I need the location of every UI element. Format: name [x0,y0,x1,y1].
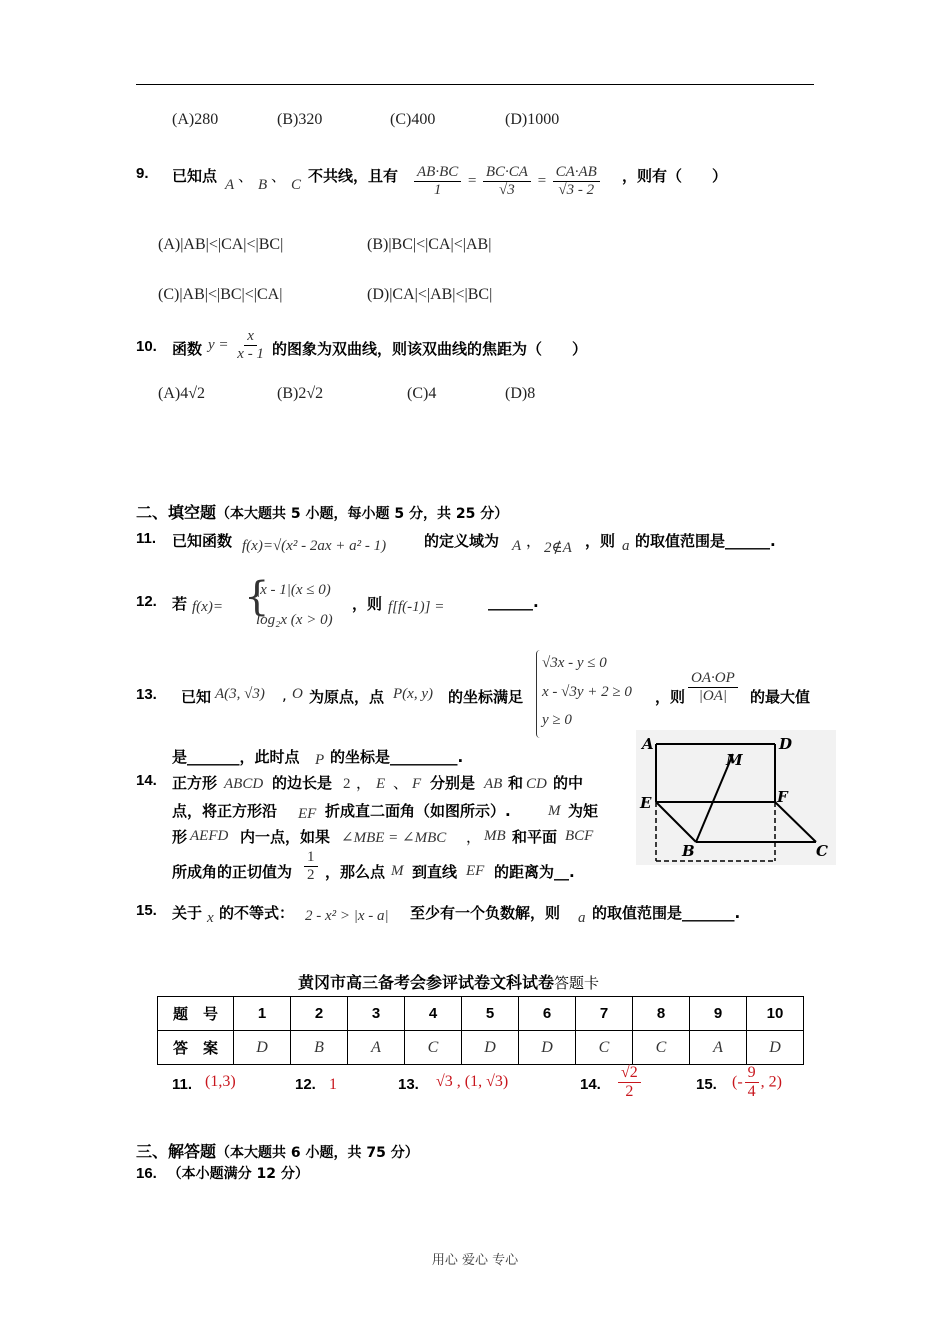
q14-angle: ∠MBE = ∠MBC [341,830,447,846]
question-number-cell: 9 [690,997,747,1031]
answer-table-number-row [158,997,804,1031]
q13-point-p: P(x, y) [393,686,433,702]
q12-case-2: log₂x (x > 0) [256,612,333,628]
fill-15-frac [745,1064,759,1102]
q9-eq-1: = [467,173,478,190]
label-d: D [779,735,793,753]
q15-number: 15. [136,902,157,919]
fill-11-number: 11. [172,1076,193,1093]
q9-option-d: (D)|CA|<|AB|<|BC| [367,286,493,303]
q13-constraint-1: √3x - y ≤ 0 [542,655,607,671]
row-header-number: 题 号 [158,997,234,1031]
q14-l1c: ， [356,774,372,792]
answer-table [157,996,804,1065]
q13-ratio [686,670,740,706]
q14-l2b: 折成直二面角（如图所示）. [325,802,511,820]
q9-eq-2: = [536,173,547,190]
q13-constraint-3: y ≥ 0 [542,712,572,728]
q14-ef: EF [298,806,317,822]
q10-option-c: (C)4 [407,385,437,402]
fill-14-frac [618,1064,641,1102]
q15-x: x [207,910,214,926]
q14-frac [304,849,318,885]
q14-l2a: 点，将正方形沿 [172,802,278,820]
q16-number: 16. [136,1165,157,1182]
q14-e: E [376,776,386,792]
q10-option-b: (B)2√2 [277,385,324,402]
question-number-cell: 3 [348,997,405,1031]
q13-point-o: O [292,686,303,702]
q13-text-4: ，则 [655,688,686,706]
q11-number: 11. [136,530,157,547]
answer-cell: A [690,1031,747,1065]
q13-system-brace [536,650,540,738]
q10-lhs: y = [208,337,229,354]
question-number-cell: 6 [519,997,576,1031]
answer-cell: C [633,1031,690,1065]
q9-option-a: (A)|AB|<|CA|<|BC| [158,236,284,253]
q11-text-4: 的取值范围是______. [635,532,776,550]
q15-text-4: 的取值范围是_______. [592,904,741,922]
q9-text-2: 不共线，且有 [308,167,399,185]
fill-15-right: , 2) [760,1073,782,1091]
q13-constraint-2: x - √3y + 2 ≥ 0 [542,684,632,700]
fill-12-number: 12. [295,1076,316,1093]
question-number-cell: 2 [291,997,348,1031]
q14-number: 14. [136,772,157,789]
answer-cell: D [462,1031,519,1065]
fill-14-number: 14. [580,1076,601,1093]
q13-text-3: 的坐标满足 [448,688,524,706]
fill-12-answer: 1 [329,1076,337,1093]
q14-frac-den: 2 [307,867,315,884]
q10-frac-den: x - 1 [237,346,264,363]
fill-14-frac-den: 2 [625,1083,634,1101]
q8-option-a: (A)280 [172,111,219,128]
question-number-cell: 5 [462,997,519,1031]
q10-text-1: 函数 [172,340,203,358]
q8-option-b: (B)320 [277,111,323,128]
section-3-heading [136,1139,419,1162]
q12-lhs: f(x)= [192,599,223,615]
q9-frac-3-num: CA·AB [553,164,600,182]
q14-tangent [302,849,320,885]
q14-l1f: 和 [508,774,524,792]
q15-text-2: 的不等式： [219,904,295,922]
answer-cell: D [747,1031,804,1065]
q14-l4d: 的距离为__. [494,863,575,881]
q9-point-c: C [291,177,302,193]
answer-table-answer-row [158,1031,804,1065]
section-2-title: 二、填空题 [136,503,217,522]
section-3-title: 三、解答题 [136,1142,217,1161]
fill-13-number: 13. [398,1076,419,1093]
q11-comma: ， [526,532,542,550]
q9-frac-1-num: AB·BC [414,164,461,182]
q9-number: 9. [136,165,149,182]
q9-frac-2 [483,164,531,200]
q9-sep-2: 、 [271,167,287,185]
q13-number: 13. [136,686,157,703]
q13-text-1: 已知 [181,688,212,706]
q14-side: 2 [343,776,351,792]
q14-l1e: 分别是 [430,774,476,792]
label-b: B [682,842,695,860]
section-3-note: （本大题共 6 小题，共 75 分） [216,1145,419,1161]
q14-bcf: BCF [565,828,594,844]
fill-14-frac-num: √2 [618,1064,641,1083]
q14-l3b: 内一点，如果 [240,828,331,846]
question-number-cell: 1 [234,997,291,1031]
q14-mb: MB [484,828,506,844]
q14-aefd: AEFD [190,828,229,844]
label-c: C [816,842,828,860]
answer-cell: C [405,1031,462,1065]
q10-frac [234,328,267,364]
q14-ab: AB [484,776,503,792]
q14-f: F [412,776,422,792]
q12-expr: f[f(-1)] = [388,599,445,615]
q13-comma: , [282,686,287,704]
q15-text-1: 关于 [172,904,203,922]
q12-text-2: ，则 [352,595,383,613]
label-e: E [640,794,652,812]
section-2-note: （本大题共 5 小题，每小题 5 分，共 25 分） [216,506,509,522]
q13-text-2: 为原点，点 [309,688,385,706]
q10-option-a: (A)4√2 [158,385,205,402]
q9-text-1: 已知点 [172,167,218,185]
section-2-heading [136,500,508,523]
q15-inequality: 2 - x² > |x - a| [305,908,389,924]
q14-square: ABCD [224,776,264,792]
fill-15-frac-den: 4 [747,1083,756,1101]
q14-l3c: ， [466,828,482,846]
label-f: F [777,788,788,806]
header-rule [136,84,814,85]
q14-l2c: 为矩 [568,802,599,820]
answer-cell: D [234,1031,291,1065]
q9-frac-1-den: 1 [433,182,442,199]
q14-cd: CD [526,776,547,792]
q13-text-6: 是_______，此时点 [172,748,300,766]
row-header-answer: 答 案 [158,1031,234,1065]
fill-11-answer: (1,3) [205,1073,236,1090]
q12-text-1: 若 [172,595,188,613]
fill-15-number: 15. [696,1076,717,1093]
q8-option-c: (C)400 [390,111,436,128]
q14-l1b: 的边长是 [272,774,333,792]
q14-l3d: 和平面 [512,828,558,846]
answer-card-title [298,970,599,993]
q12-case-1: |x - 1|(x ≤ 0) [256,582,331,598]
q12-text-3: ______. [488,593,539,611]
answer-card-title-suffix: 答题卡 [554,974,600,992]
q10-function [208,328,269,364]
q13-frac [688,670,738,706]
q10-text-2: 的图象为双曲线，则该双曲线的焦距为（ ） [272,340,588,358]
label-a: A [642,735,654,753]
q9-equation [412,164,602,200]
q11-text-3: ，则 [585,532,616,550]
q10-option-d: (D)8 [505,385,536,402]
q15-a: a [578,910,586,926]
q11-set: A [512,538,522,554]
question-number-cell: 7 [576,997,633,1031]
q12-number: 12. [136,593,157,610]
q10-number: 10. [136,338,157,355]
q9-frac-3-den: √3 - 2 [558,182,595,199]
q9-frac-3 [553,164,600,200]
answer-cell: B [291,1031,348,1065]
answer-cell: D [519,1031,576,1065]
q15-text-3: 至少有一个负数解，则 [410,904,561,922]
answer-card-title-main: 黄冈市高三备考会参评试卷文科试卷 [298,973,555,992]
q13-text-5: 的最大值 [750,688,811,706]
fill-13-answer: √3 , (1, √3) [436,1073,509,1090]
q14-l1d: 、 [393,774,409,792]
question-number-cell: 4 [405,997,462,1031]
q13-text-7: 的坐标是_________. [330,748,464,766]
answer-cell: C [576,1031,633,1065]
q10-frac-num: x [244,328,257,346]
q9-frac-2-den: √3 [499,182,515,199]
question-number-cell: 10 [747,997,804,1031]
question-16 [136,1163,309,1183]
q8-option-d: (D)1000 [505,111,560,128]
q14-l3a: 形 [172,828,188,846]
q11-expr: f(x)=√(x² - 2ax + a² - 1) [242,538,387,554]
q13-frac-den: |OA| [698,688,727,705]
q11-text-1: 已知函数 [172,532,233,550]
q9-frac-2-num: BC·CA [483,164,531,182]
q14-l4c: 到直线 [412,863,458,881]
q9-option-c: (C)|AB|<|BC|<|CA| [158,286,283,303]
q13-point-p-2: P [315,752,325,768]
q9-point-a: A [225,177,235,193]
q11-cond: 2∉A [544,540,572,556]
answer-cell: A [348,1031,405,1065]
q11-var: a [622,538,630,554]
q14-m: M [548,803,561,819]
q14-l4b: ，那么点 [325,863,386,881]
q13-frac-num: OA·OP [688,670,738,688]
q9-frac-1 [414,164,461,200]
fill-15-left: (- [732,1073,743,1091]
fill-15-frac-num: 9 [745,1064,759,1083]
q14-l1a: 正方形 [172,774,218,792]
fill-14-answer [616,1064,643,1102]
page-footer: 用心 爱心 专心 [431,1253,519,1268]
q14-l4a: 所成角的正切值为 [172,863,293,881]
q9-sep-1: 、 [238,167,254,185]
q14-ef-2: EF [466,863,485,879]
q14-m-2: M [391,863,404,879]
q9-point-b: B [258,177,268,193]
q9-option-b: (B)|BC|<|CA|<|AB| [367,236,492,253]
q12-brace: { [244,574,270,620]
q11-text-2: 的定义域为 [424,532,500,550]
fill-15-answer [732,1064,782,1102]
q14-l1g: 的中 [553,774,584,792]
q13-point-a: A(3, √3) [215,686,265,702]
question-number-cell: 8 [633,997,690,1031]
q14-figure [636,730,836,865]
q9-text-3: ，则有（ ） [622,167,728,185]
label-m: M [726,751,743,769]
q14-frac-num: 1 [304,849,318,867]
q16-note: （本小题满分 12 分） [167,1166,309,1182]
